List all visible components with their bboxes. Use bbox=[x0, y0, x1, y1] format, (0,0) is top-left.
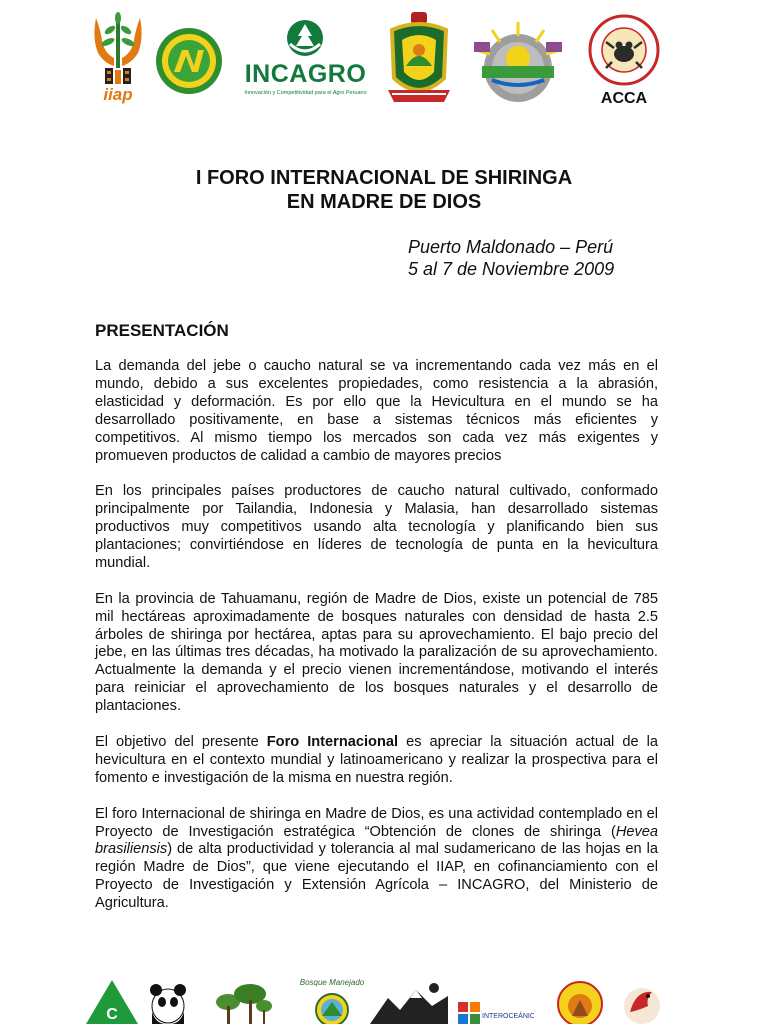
bosque-manejado-badge-icon bbox=[294, 976, 370, 1024]
paragraph-4 bbox=[95, 734, 658, 788]
title-line-2: EN MADRE DE DIOS bbox=[286, 191, 482, 213]
paragraph-1: La demanda del jebe o caucho natural se va incrementando cada vez más en el mundo, debido a sus excelentes propiedades, como resistencia a la abrasión, elasticidad y deformación. Es por ello que la Hevicultura en el mundo se ha desarrollado positivamente, en base a sistemas técnicos más eficientes y competitivos. Al mismo tiempo los mercados son cada vez más exigentes y promueven productos de calidad a cambio de mayores precios bbox=[95, 358, 658, 464]
incagro-tagline: Innovación y Competitividad para el Agro Peruano bbox=[244, 90, 367, 96]
paragraph-4-end: es apreciar la situación actual de la hevicultura en el contexto mundial y latinoamericano y realizar la prospectiva para el fomento e investigación de la misma en nuestra región. bbox=[95, 733, 658, 786]
header-logo-bar bbox=[88, 8, 668, 108]
madre-de-dios-sun-gear-icon bbox=[468, 18, 568, 103]
trees-icon bbox=[212, 976, 272, 1024]
yellow-seal-icon bbox=[550, 976, 610, 1024]
regional-seal-icon bbox=[384, 10, 454, 108]
red-bird-logo bbox=[620, 976, 664, 1024]
paragraph-2: En los principales países productores de caucho natural cultivado, conformado principalmente por Tailandia, Indonesia y Malasia, han desarrollado sistemas productivos muy competitivos usando alta tecnología y planificando bien sus plantaciones; convirtiéndose en líderes de tecnología de punta en la hevicultura mundial. bbox=[95, 483, 658, 571]
footer-logo-strip bbox=[84, 976, 674, 1024]
agro-circle-logo bbox=[154, 26, 224, 96]
incagro-emblem-icon bbox=[238, 18, 373, 58]
yellow-seal-logo bbox=[550, 976, 610, 1024]
event-dates: 5 al 7 de Noviembre 2009 bbox=[408, 259, 615, 279]
agro-circle-icon bbox=[154, 26, 224, 96]
document-body bbox=[95, 358, 658, 931]
section-heading: PRESENTACIÓN bbox=[95, 321, 229, 340]
mountains-icon bbox=[370, 976, 448, 1024]
wwf-panda-logo bbox=[148, 976, 188, 1024]
bosque-manejado-text: Bosque Manejado bbox=[299, 978, 365, 987]
incagro-logo bbox=[238, 18, 373, 98]
triangle-letter: C bbox=[106, 1006, 118, 1023]
interoceanica-logo bbox=[456, 976, 534, 1024]
iiap-logo-text: iiap bbox=[103, 85, 133, 104]
event-place: Puerto Maldonado – Perú bbox=[408, 237, 614, 257]
green-triangle-logo bbox=[84, 976, 140, 1024]
acca-frog-emblem-icon bbox=[584, 12, 664, 88]
mountain-landscape-logo bbox=[370, 976, 448, 1024]
madre-de-dios-region-logo bbox=[468, 18, 568, 103]
paragraph-5-start: El foro Internacional de shiringa en Madre de Dios, es una actividad contemplado en el Proyecto de Investigación estratégica “Obtención de clones de shiringa ( bbox=[95, 805, 658, 840]
iiap-hands-tree-icon bbox=[88, 8, 148, 88]
paragraph-5-end: ) de alta productividad y tolerancia al mal sudamericano de las hojas en la región Madre de Dios”, que viene ejecutando el IIAP, en cofinanciamiento con el Proyecto de Investigación y Extensión Agrícola – INCAGRO, del Ministerio de Agricultura. bbox=[95, 841, 658, 912]
panda-icon bbox=[148, 976, 188, 1024]
paragraph-4-start: El objetivo del presente bbox=[95, 733, 267, 750]
title-line-1: I FORO INTERNACIONAL DE SHIRINGA bbox=[195, 167, 573, 189]
paragraph-3: En la provincia de Tahuamanu, región de Madre de Dios, existe un potencial de 785 mil hectáreas aproximadamente de bosques naturales con densidad de hasta 2.5 árboles de shiringa por hectárea, aptas para su aprovechamiento. El bajo precio del jebe, en las últimas tres décadas, ha motivado la paralización de su aprovechamiento. Actualmente la demanda y el precio vienen incrementándose, motivando el interés para reiniciar el aprovechamiento de los bosques naturales y el desarrollo de plantaciones. bbox=[95, 590, 658, 715]
iiap-logo bbox=[88, 8, 148, 104]
event-place-date bbox=[408, 236, 614, 280]
interoceanica-squares-icon bbox=[456, 976, 534, 1024]
paragraph-5 bbox=[95, 806, 658, 913]
green-triangle-icon bbox=[84, 976, 140, 1024]
interoceanica-text: INTEROCEÁNICA bbox=[482, 1013, 534, 1020]
document-title bbox=[0, 166, 768, 214]
red-bird-icon bbox=[620, 976, 664, 1024]
acca-logo bbox=[584, 12, 664, 107]
incagro-name: INCAGRO bbox=[244, 60, 367, 88]
trees-logo bbox=[212, 976, 272, 1024]
acca-logo-text: ACCA bbox=[600, 90, 648, 107]
bosque-manejado-logo bbox=[294, 976, 370, 1024]
paragraph-4-bold-term: Foro Internacional bbox=[266, 733, 399, 750]
regional-government-seal bbox=[384, 10, 454, 108]
paragraph-5-species-name: Hevea brasiliensis bbox=[95, 823, 658, 858]
